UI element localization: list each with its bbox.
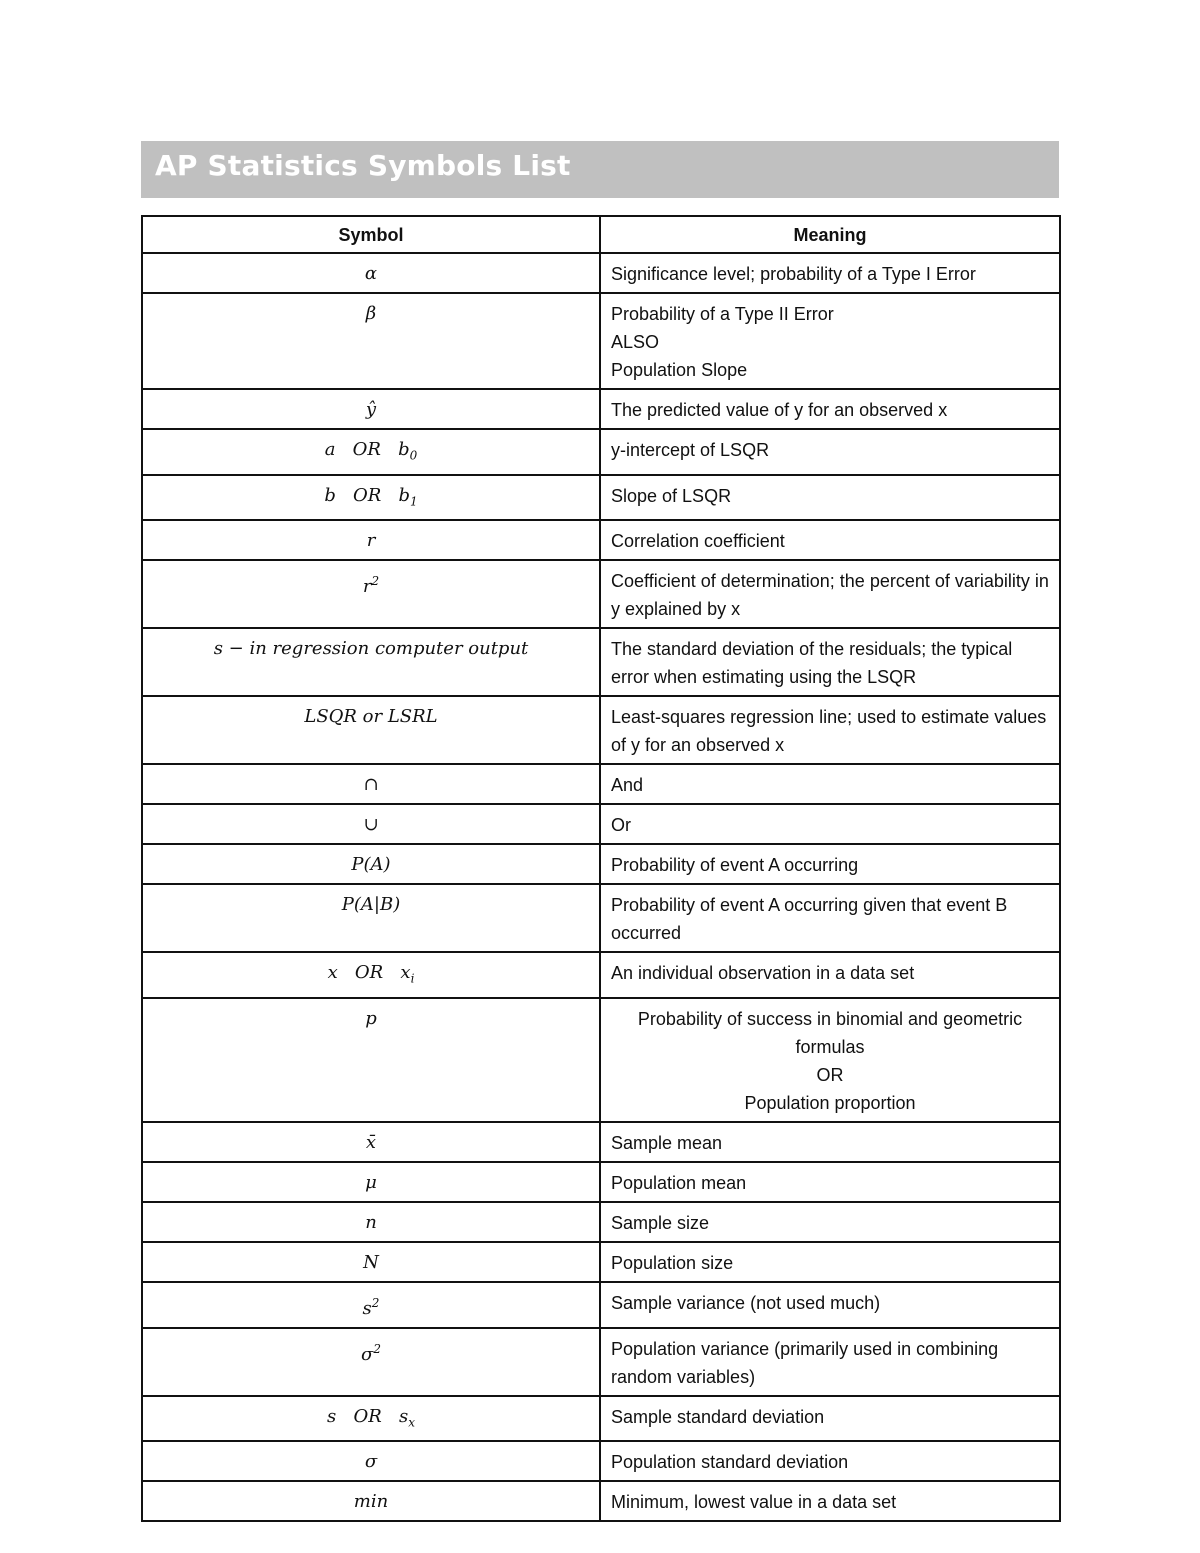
symbol-cell (142, 1282, 600, 1328)
meaning-text: Least-squares regression line; used to estimate values of y for an observed x (611, 707, 1047, 756)
symbol-text: s (327, 1405, 337, 1427)
table-row (142, 844, 1060, 884)
meaning-text: Population standard deviation (611, 1452, 849, 1473)
table-row (142, 628, 1060, 696)
meaning-cell (600, 389, 1060, 429)
meaning-cell (600, 1282, 1060, 1328)
symbols-table (141, 215, 1061, 1522)
symbol-cell (142, 1396, 600, 1442)
symbol-cell (142, 429, 600, 475)
meaning-text: An individual observation in a data set (611, 963, 915, 984)
table-row (142, 1122, 1060, 1162)
meaning-text: y-intercept of LSQR (611, 440, 770, 460)
meaning-text: Significance level; probability of a Type I Error (611, 264, 976, 284)
meaning-cell (600, 1122, 1060, 1162)
meaning-column-header: Meaning (600, 216, 1060, 253)
symbol-text: σ (364, 1451, 378, 1473)
symbol-text: min (353, 1491, 389, 1513)
symbol-subscript: x (408, 1415, 415, 1430)
meaning-cell (600, 628, 1060, 696)
meaning-cell (600, 1441, 1060, 1481)
meaning-text: Population proportion (744, 1092, 916, 1113)
meaning-cell (600, 475, 1060, 521)
meaning-cell (600, 998, 1060, 1122)
symbol-text: s (362, 1297, 372, 1319)
symbol-text: r (362, 576, 372, 598)
table-row (142, 560, 1060, 628)
symbol-cell (142, 560, 600, 628)
symbol-text: ŷ (365, 399, 377, 420)
meaning-text: Or (611, 815, 631, 836)
symbol-cell (142, 804, 600, 844)
meaning-cell (600, 1328, 1060, 1396)
meaning-text: Probability of success in binomial and geometric formulas (637, 1008, 1023, 1057)
symbol-cell (142, 998, 600, 1122)
meaning-text: The standard deviation of the residuals; the typical error when estimating using the LSQR (611, 639, 1013, 688)
table-header-row (142, 216, 1060, 253)
symbol-text: p (365, 1007, 377, 1029)
symbol-column-header: Symbol (142, 216, 600, 253)
symbol-subscript: 1 (410, 494, 418, 509)
meaning-cell (600, 293, 1060, 389)
symbol-superscript: 2 (371, 574, 380, 589)
symbol-cell (142, 1328, 600, 1396)
meaning-text: Coefficient of determination; the percent of variability in y explained by x (611, 571, 1049, 620)
symbol-cell (142, 1162, 600, 1202)
symbol-cell (142, 628, 600, 696)
meaning-cell (600, 1396, 1060, 1442)
meaning-text: Sample standard deviation (611, 1406, 825, 1427)
meaning-text: Sample variance (not used much) (611, 1292, 881, 1313)
meaning-cell (600, 884, 1060, 952)
meaning-text: Minimum, lowest value in a data set (611, 1492, 897, 1513)
meaning-text: The predicted value of y for an observed x (611, 400, 948, 420)
meaning-text: OR (816, 1064, 844, 1085)
table-row (142, 764, 1060, 804)
meaning-cell (600, 1242, 1060, 1282)
symbol-superscript: 2 (371, 1295, 380, 1310)
meaning-text: Probability of a Type II Error (611, 304, 834, 324)
symbol-text: b (398, 484, 411, 506)
symbol-cell (142, 520, 600, 560)
table-row (142, 998, 1060, 1122)
symbol-text: r (366, 530, 376, 552)
meaning-text: Sample size (611, 1212, 710, 1233)
meaning-cell (600, 253, 1060, 293)
meaning-text: And (611, 775, 644, 796)
symbol-text: s (398, 1405, 409, 1427)
symbol-cell (142, 764, 600, 804)
symbol-text: a (324, 439, 336, 460)
symbol-text: x (400, 962, 411, 984)
table-row (142, 804, 1060, 844)
symbol-text: σ (361, 1343, 374, 1365)
symbol-cell (142, 844, 600, 884)
symbol-text: α (364, 263, 378, 284)
table-row (142, 1481, 1060, 1521)
symbol-cell (142, 1202, 600, 1242)
meaning-text: ALSO (611, 332, 660, 352)
meaning-cell (600, 696, 1060, 764)
meaning-text: Population Slope (611, 360, 748, 380)
meaning-cell (600, 1481, 1060, 1521)
meaning-text: Population variance (primarily used in combining random variables) (611, 1338, 999, 1387)
table-row (142, 884, 1060, 952)
table-row (142, 475, 1060, 521)
table-row (142, 1328, 1060, 1396)
meaning-cell (600, 1162, 1060, 1202)
table-row (142, 1202, 1060, 1242)
symbol-text: OR (354, 962, 384, 984)
meaning-cell (600, 560, 1060, 628)
symbol-superscript: 2 (373, 1341, 381, 1356)
table-row (142, 1282, 1060, 1328)
meaning-text: Correlation coefficient (611, 531, 785, 552)
meaning-text: Population mean (611, 1172, 747, 1193)
symbol-subscript: i (410, 971, 415, 986)
meaning-cell (600, 1202, 1060, 1242)
symbol-text: s − in regression computer output (213, 638, 529, 660)
meaning-cell (600, 952, 1060, 998)
meaning-text: Slope of LSQR (611, 485, 732, 506)
symbol-text: OR (353, 1405, 382, 1427)
symbol-cell (142, 696, 600, 764)
meaning-cell (600, 520, 1060, 560)
symbol-cell (142, 1481, 600, 1521)
symbol-cell (142, 293, 600, 389)
table-row (142, 1242, 1060, 1282)
page-title: AP Statistics Symbols List (155, 149, 571, 182)
symbol-cell (142, 1441, 600, 1481)
table-row (142, 429, 1060, 475)
symbol-text: P(A) (351, 854, 391, 876)
symbol-text: N (363, 1251, 379, 1273)
symbol-text: LSQR or LSRL (304, 706, 438, 728)
symbol-cell (142, 475, 600, 521)
symbol-text: μ (365, 1171, 377, 1193)
table-row (142, 952, 1060, 998)
table-row (142, 293, 1060, 389)
meaning-text: Probability of event A occurring (611, 855, 859, 876)
table-row (142, 1441, 1060, 1481)
symbol-subscript: 0 (409, 448, 418, 463)
table-row (142, 1162, 1060, 1202)
symbol-text: n (365, 1211, 377, 1233)
symbol-text: OR (352, 439, 381, 460)
symbol-text: ∩ (363, 774, 379, 796)
table-row (142, 1396, 1060, 1442)
symbol-text: OR (353, 484, 382, 506)
symbol-text: b (324, 484, 336, 506)
symbol-text: P(A|B) (341, 894, 401, 916)
meaning-text: Sample mean (611, 1132, 723, 1153)
table-row (142, 520, 1060, 560)
symbol-cell (142, 884, 600, 952)
meaning-cell (600, 429, 1060, 475)
meaning-text: Probability of event A occurring given that event B occurred (611, 895, 1008, 944)
symbol-cell (142, 1242, 600, 1282)
meaning-cell (600, 764, 1060, 804)
table-row (142, 389, 1060, 429)
symbol-cell (142, 952, 600, 998)
table-row (142, 696, 1060, 764)
title-banner (141, 141, 1059, 198)
symbol-cell (142, 253, 600, 293)
meaning-text: Population size (611, 1252, 734, 1273)
symbol-cell (142, 1122, 600, 1162)
symbol-cell (142, 389, 600, 429)
symbol-text: x̄ (365, 1131, 377, 1153)
symbol-text: β (365, 303, 377, 324)
table-row (142, 253, 1060, 293)
symbol-text: x (327, 962, 338, 984)
meaning-cell (600, 804, 1060, 844)
symbol-text: b (398, 439, 410, 460)
symbol-text: ∪ (363, 814, 379, 836)
meaning-cell (600, 844, 1060, 884)
